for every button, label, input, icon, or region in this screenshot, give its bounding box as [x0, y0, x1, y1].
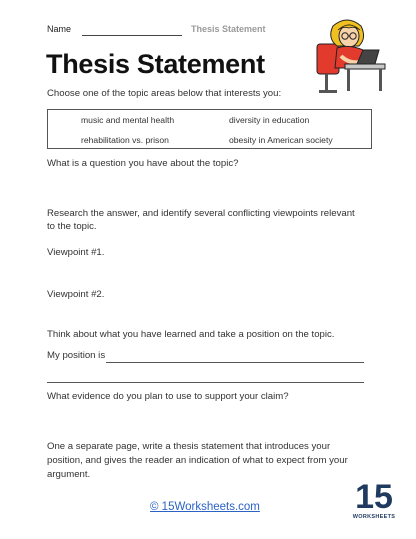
topic-option[interactable]: rehabilitation vs. prison: [81, 135, 169, 145]
research-instruction-line-1: Research the answer, and identify several conflicting viewpoints relevant: [47, 208, 355, 219]
topic-option[interactable]: music and mental health: [81, 115, 175, 125]
position-label: My position is: [47, 350, 106, 361]
final-instruction-line-1: One a separate page, write a thesis statement that introduces your: [47, 441, 331, 452]
15worksheets-logo: [352, 472, 396, 528]
page-title: Thesis Statement: [46, 49, 265, 79]
topic-option[interactable]: diversity in education: [229, 115, 310, 125]
research-instruction-line-2: to the topic.: [47, 221, 97, 232]
evidence-question: What evidence do you plan to use to support your claim?: [47, 391, 289, 402]
question-about-topic: What is a question you have about the topic?: [47, 158, 239, 169]
student-at-desk-illustration: [311, 16, 387, 96]
name-input-line[interactable]: [82, 35, 182, 36]
final-instruction-line-3: argument.: [47, 469, 91, 480]
header-worksheet-title: Thesis Statement: [191, 24, 266, 34]
viewpoint-2-label: Viewpoint #2.: [47, 289, 105, 300]
position-answer-line[interactable]: [106, 362, 364, 363]
think-instruction: Think about what you have learned and take a position on the topic.: [47, 329, 335, 340]
topic-options-box: [47, 109, 372, 149]
final-instruction-line-2: position, and gives the reader an indication of what to expect from your: [47, 455, 348, 466]
position-answer-line-2[interactable]: [47, 382, 364, 383]
topic-option[interactable]: obesity in American society: [229, 135, 333, 145]
choose-instruction: Choose one of the topic areas below that interests you:: [47, 88, 282, 99]
logo-number: 15: [355, 478, 393, 516]
logo-text: WORKSHEETS: [352, 514, 396, 520]
copyright-link[interactable]: © 15Worksheets.com: [150, 501, 260, 513]
viewpoint-1-label: Viewpoint #1.: [47, 247, 105, 258]
name-label: Name: [47, 24, 72, 34]
